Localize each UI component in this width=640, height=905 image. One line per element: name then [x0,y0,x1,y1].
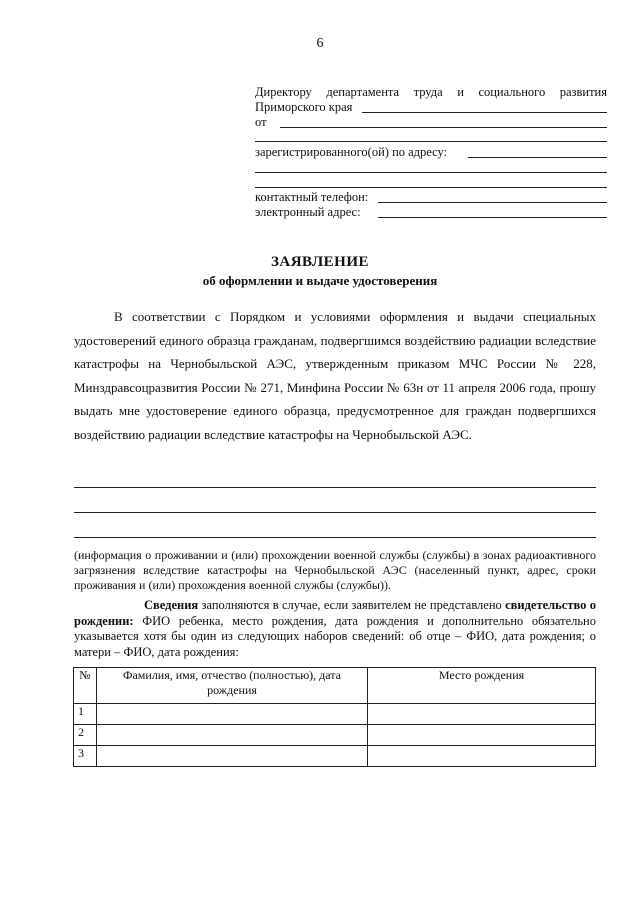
birthplace-cell[interactable] [368,704,596,725]
row-number: 3 [74,746,97,767]
statement-body [74,305,596,446]
address-line-2[interactable] [255,172,607,173]
residence-info-line-1[interactable] [74,487,596,488]
region-name-line[interactable] [362,112,607,113]
birthplace-cell[interactable] [368,746,596,767]
applicant-name-line[interactable] [280,127,607,128]
residence-info-line-3[interactable] [74,537,596,538]
phone-line[interactable] [378,202,607,203]
page-number: 6 [316,36,324,51]
full-name-cell[interactable] [97,746,368,767]
header-full-name: Фамилия, имя, отчество (полностью), дата рождения [97,668,368,704]
row-number: 1 [74,704,97,725]
birth-info-table [73,667,596,767]
residence-info-note: (информация о проживании и (или) прохождении военной службы (службы) в зонах радиоактивного загрязнения вследствие катастрофы на Чернобыльской АЭС (населенный пункт, адрес, сроки проживания и (или) прохождения военной службы (службы)). [74,548,596,592]
table-row [74,704,596,725]
header-number: № [74,668,97,704]
document-title: ЗАЯВЛЕНИЕ [270,254,370,270]
birth-info-instructions: Сведения заполняются в случае, если заявителем не представлено свидетельство о рождении: ФИО ребенка, место рождения, дата рождения и дополнительно обязательно указывается хотя бы один из следующих наборов сведений: об отце – ФИО, дата рождения; о матери – ФИО, дата рождения: [74,598,596,659]
table-row [74,746,596,767]
statement-paragraph: В соответствии с Порядком и условиями оформления и выдачи специальных удостоверений единого образца гражданам, подвергшимся воздействию радиации вследствие катастрофы на Чернобыльской АЭС, утвержденным приказом МЧС России № 228, Минздравсоцразвития России № 271, Минфина России № 63н от 11 апреля 2006 года, прошу выдать мне удостоверение единого образца, предусмотренное для граждан подвергшихся воздействию радиации вследствие катастрофы на Чернобыльской АЭС. [74,309,596,442]
address-line-1[interactable] [468,157,607,158]
address-line-3[interactable] [255,187,607,188]
full-name-cell[interactable] [97,725,368,746]
phone-label: контактный телефон: [255,190,369,204]
applicant-name-line-2[interactable] [255,141,607,142]
residence-info-line-2[interactable] [74,512,596,513]
from-label: от [255,115,267,129]
document-subtitle: об оформлении и выдаче удостоверения [202,273,438,288]
header-birthplace: Место рождения [368,668,596,704]
row-number: 2 [74,725,97,746]
addressee-region: Приморского края [255,100,353,114]
registered-address-label: зарегистрированного(ой) по адресу: [255,145,448,159]
full-name-cell[interactable] [97,704,368,725]
table-header-row [74,668,596,704]
addressee-director-line: Директору департамента труда и социального развития [255,85,607,99]
email-label: электронный адрес: [255,205,361,219]
table-row [74,725,596,746]
email-line[interactable] [378,217,607,218]
birthplace-cell[interactable] [368,725,596,746]
